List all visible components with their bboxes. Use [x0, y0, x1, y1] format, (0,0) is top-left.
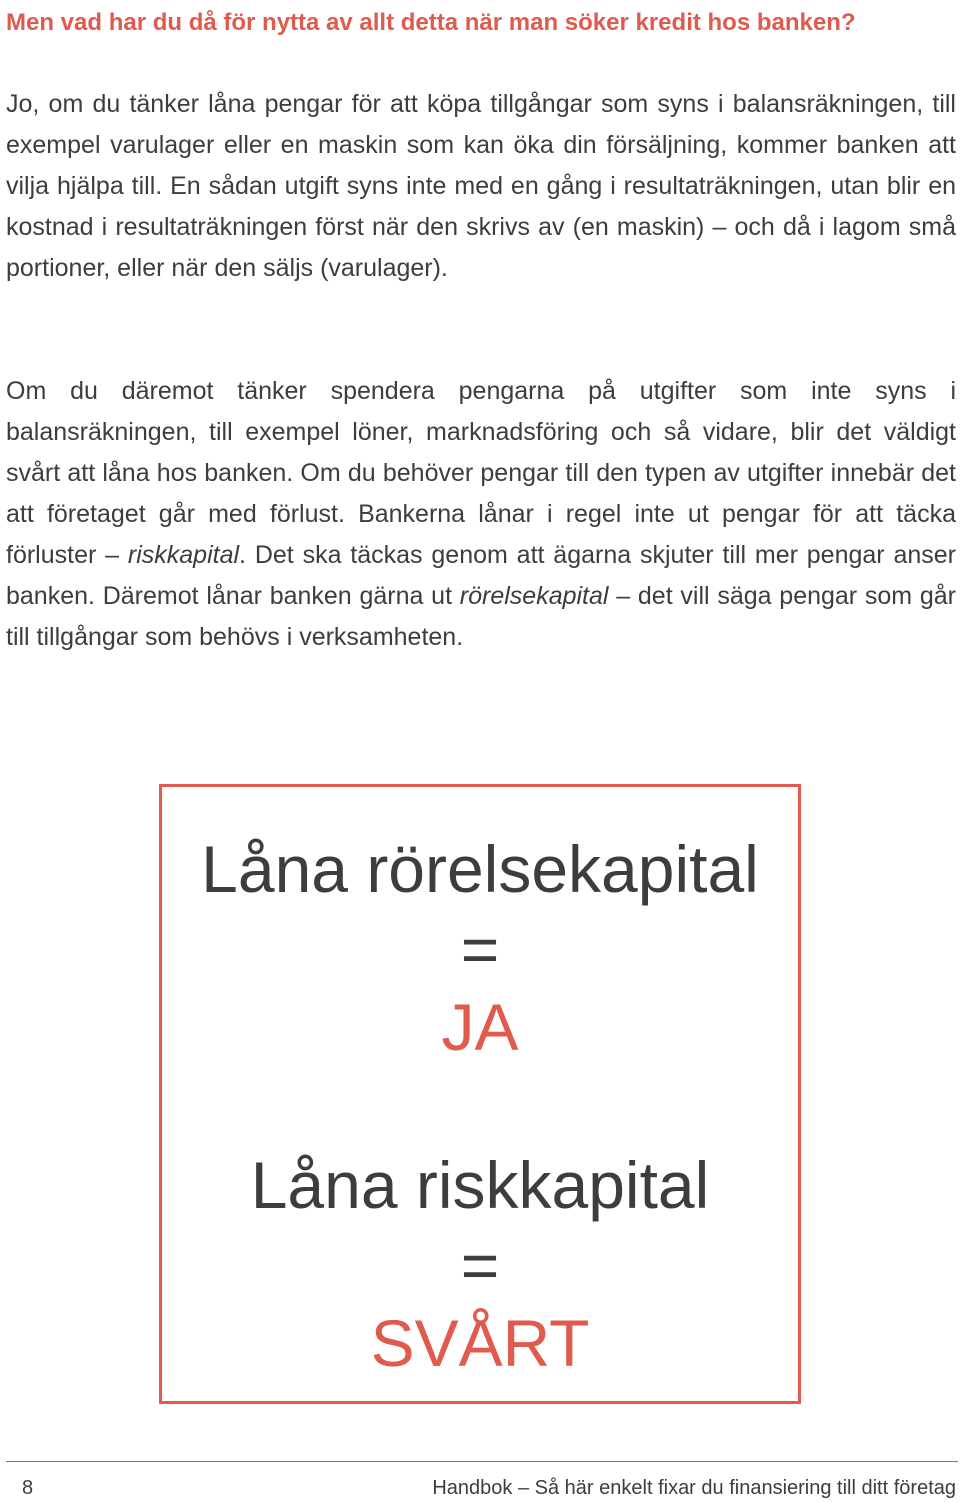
callout-equals-sign: =: [460, 1228, 500, 1302]
paragraph-balance-sheet: Jo, om du tänker låna pengar för att köpa tillgångar som syns i balansräkningen, till exempel varulager eller en maskin som kan öka din försäljning, kommer banken att vilja hjälpa till. En sådan utgift syns inte med en gång i resultaträkningen, utan blir en kostnad i resultaträkningen först när den skrivs av (en maskin) – och då i lagom små portioner, eller när den säljs (varulager).: [6, 90, 956, 282]
term-riskkapital: riskkapital: [127, 541, 240, 569]
term-rorelsekapital: rörelsekapital: [459, 582, 609, 610]
page-number: 8: [22, 1477, 34, 1499]
paragraph-text-part-1: Om du däremot tänker spendera pengarna på utgifter som inte syns i balansräkningen, till exempel löner, marknadsföring och så vidare, blir det väldigt svårt att låna hos banken. Om du behöver pengar till den typen av utgifter innebär det att företaget går med förlust. Bankerna lånar i regel inte ut pengar för att täcka förluster –: [6, 377, 956, 569]
paragraph-operating-costs: [6, 371, 956, 658]
callout-box: [159, 784, 801, 1404]
paragraph-text-part-2: . Det ska täckas genom att ägarna skjuter till mer pengar anser banken. Däremot lånar banken gärna ut: [6, 541, 956, 610]
paragraph-text-part-3: – det vill säga pengar som går till tillgångar som behövs i verksamheten.: [6, 582, 957, 651]
section-heading: Men vad har du då för nytta av allt detta när man söker kredit hos banken?: [6, 9, 856, 36]
footer-title: Handbok – Så här enkelt fixar du finansiering till ditt företag: [432, 1477, 956, 1499]
callout-answer-yes: JA: [441, 990, 519, 1064]
callout-equals-sign: =: [460, 912, 500, 986]
callout-line-risk-capital: Låna riskkapital: [250, 1148, 710, 1222]
callout-answer-hard: SVÅRT: [370, 1306, 590, 1380]
footer-divider: [6, 1461, 958, 1462]
callout-line-working-capital: Låna rörelsekapital: [201, 832, 759, 906]
